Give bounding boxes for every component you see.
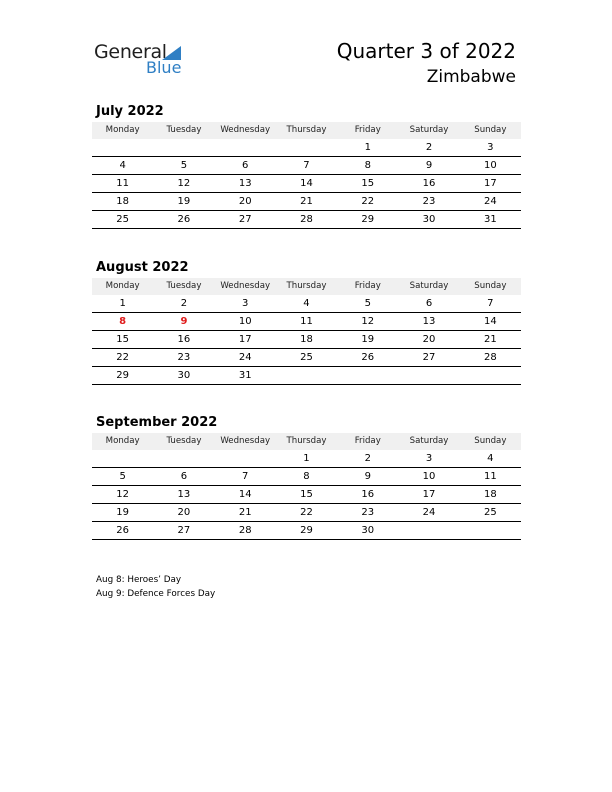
logo-blue-text: Blue [146, 58, 182, 77]
weekday-label: Sunday [474, 436, 507, 446]
week-row [92, 331, 521, 349]
weekday-label: Friday [354, 281, 381, 291]
day-cell: 22 [361, 196, 375, 207]
day-cell: 7 [303, 160, 310, 171]
weekday-label: Thursday [286, 125, 327, 135]
day-cell: 11 [116, 178, 129, 189]
day-cell: 4 [303, 298, 310, 309]
day-cell: 6 [242, 160, 249, 171]
week-row [92, 295, 521, 313]
day-cell: 28 [483, 352, 497, 363]
day-cell: 15 [116, 334, 129, 345]
week-row [92, 313, 521, 331]
weekday-header-row [92, 278, 521, 295]
weekday-label: Saturday [409, 436, 449, 446]
day-cell: 1 [303, 453, 310, 464]
week-row [92, 139, 521, 157]
day-cell: 1 [119, 298, 126, 309]
week-row [92, 211, 521, 229]
day-cell: 6 [180, 471, 188, 482]
day-cell: 28 [300, 214, 313, 225]
holiday-note: Aug 9: Defence Forces Day [96, 589, 216, 599]
day-cell: 10 [422, 471, 436, 482]
day-cell: 24 [238, 352, 252, 363]
day-cell: 22 [116, 352, 129, 363]
day-cell [460, 522, 521, 539]
day-cell: 25 [300, 352, 313, 363]
day-cell: 4 [119, 160, 126, 171]
week-row [92, 193, 521, 211]
day-cell: 5 [119, 471, 126, 482]
month-block-july [92, 102, 521, 229]
month-title: September 2022 [96, 415, 218, 430]
day-cell [337, 367, 398, 384]
day-cell: 30 [361, 525, 375, 536]
week-row [92, 486, 521, 504]
day-cell [398, 367, 459, 384]
day-cell: 18 [300, 334, 313, 345]
day-cell: 19 [177, 196, 191, 207]
day-cell: 12 [116, 489, 129, 500]
country-name: Zimbabwe [426, 67, 516, 87]
day-cell [92, 450, 153, 467]
day-cell: 17 [238, 334, 252, 345]
day-cell: 23 [177, 352, 191, 363]
weekday-label: Sunday [474, 125, 507, 135]
weekday-header-row [92, 122, 521, 139]
day-cell: 5 [180, 160, 188, 171]
day-cell: 30 [422, 214, 436, 225]
day-cell: 28 [238, 525, 252, 536]
day-cell: 8 [303, 471, 310, 482]
day-cell: 17 [422, 489, 436, 500]
day-cell: 12 [177, 178, 191, 189]
day-cell [460, 367, 521, 384]
weekday-label: Tuesday [166, 281, 202, 291]
day-cell: 16 [177, 334, 191, 345]
day-cell: 11 [300, 316, 313, 327]
day-cell: 30 [177, 370, 191, 381]
logo-general-text: General [94, 41, 167, 63]
weekday-label: Monday [105, 436, 140, 446]
day-cell: 29 [361, 214, 375, 225]
weekday-label: Wednesday [220, 436, 271, 446]
day-cell: 3 [487, 142, 494, 153]
week-row [92, 175, 521, 193]
day-cell: 27 [238, 214, 252, 225]
day-cell: 7 [242, 471, 249, 482]
weekday-label: Tuesday [166, 436, 202, 446]
day-cell [153, 450, 214, 467]
day-cell: 22 [300, 507, 313, 518]
weekday-label: Thursday [286, 281, 327, 291]
day-cell: 8 [364, 160, 371, 171]
day-cell: 5 [364, 298, 371, 309]
day-cell: 16 [361, 489, 375, 500]
day-cell: 14 [238, 489, 252, 500]
day-cell: 10 [483, 160, 497, 171]
day-cell: 29 [116, 370, 129, 381]
day-cell: 10 [238, 316, 252, 327]
week-row [92, 522, 521, 540]
weekday-label: Saturday [409, 125, 449, 135]
day-cell: 26 [116, 525, 129, 536]
day-cell: 3 [242, 298, 249, 309]
weekday-label: Saturday [409, 281, 449, 291]
day-cell: 11 [483, 471, 497, 482]
week-row [92, 349, 521, 367]
weekday-header-row [92, 433, 521, 450]
day-cell: 27 [177, 525, 191, 536]
day-cell: 25 [483, 507, 497, 518]
month-block-september [92, 413, 521, 540]
day-cell [153, 139, 214, 156]
day-cell: 12 [361, 316, 375, 327]
day-cell: 9 [364, 471, 371, 482]
day-cell: 23 [422, 196, 436, 207]
day-cell: 21 [238, 507, 252, 518]
day-cell: 17 [483, 178, 497, 189]
day-cell: 7 [487, 298, 494, 309]
day-cell [92, 139, 153, 156]
weekday-label: Monday [105, 281, 140, 291]
day-cell: 14 [300, 178, 313, 189]
day-cell: 25 [116, 214, 129, 225]
day-cell: 13 [238, 178, 252, 189]
day-cell: 18 [483, 489, 497, 500]
holiday-notes [96, 573, 215, 601]
day-cell: 3 [425, 453, 433, 464]
week-row [92, 157, 521, 175]
day-cell: 2 [425, 142, 433, 153]
weekday-label: Tuesday [166, 125, 202, 135]
day-cell: 19 [116, 507, 129, 518]
week-row [92, 367, 521, 385]
page-title: Quarter 3 of 2022 [336, 39, 516, 63]
day-cell: 27 [422, 352, 436, 363]
day-cell [398, 522, 459, 539]
day-cell: 6 [425, 298, 433, 309]
month-block-august [92, 258, 521, 385]
weekday-label: Monday [105, 125, 140, 135]
day-cell: 2 [180, 298, 188, 309]
week-row [92, 450, 521, 468]
week-row [92, 468, 521, 486]
weekday-label: Wednesday [220, 281, 271, 291]
weekday-label: Wednesday [220, 125, 271, 135]
holiday-day-cell: 9 [180, 316, 188, 327]
day-cell: 29 [300, 525, 313, 536]
day-cell: 4 [487, 453, 494, 464]
day-cell: 15 [300, 489, 313, 500]
day-cell: 1 [364, 142, 371, 153]
holiday-note: Aug 8: Heroes’ Day [96, 575, 182, 585]
day-cell: 24 [483, 196, 497, 207]
day-cell [215, 450, 276, 467]
day-cell: 26 [361, 352, 375, 363]
day-cell: 16 [422, 178, 436, 189]
day-cell: 9 [425, 160, 433, 171]
weekday-label: Sunday [474, 281, 507, 291]
month-title: July 2022 [96, 104, 164, 119]
day-cell: 26 [177, 214, 191, 225]
day-cell: 13 [422, 316, 436, 327]
weekday-label: Friday [354, 436, 381, 446]
weekday-label: Thursday [286, 436, 327, 446]
day-cell: 13 [177, 489, 191, 500]
day-cell: 23 [361, 507, 375, 518]
day-cell: 31 [238, 370, 252, 381]
day-cell: 2 [364, 453, 371, 464]
day-cell: 20 [422, 334, 436, 345]
day-cell: 14 [483, 316, 497, 327]
day-cell [276, 139, 337, 156]
day-cell: 20 [238, 196, 252, 207]
day-cell [276, 367, 337, 384]
day-cell: 21 [483, 334, 497, 345]
day-cell: 24 [422, 507, 436, 518]
day-cell [215, 139, 276, 156]
month-title: August 2022 [96, 260, 189, 275]
weekday-label: Friday [354, 125, 381, 135]
logo [94, 41, 194, 81]
week-row [92, 504, 521, 522]
day-cell: 20 [177, 507, 191, 518]
day-cell: 19 [361, 334, 375, 345]
day-cell: 21 [300, 196, 313, 207]
day-cell: 18 [116, 196, 129, 207]
day-cell: 31 [483, 214, 497, 225]
holiday-day-cell: 8 [119, 316, 127, 327]
day-cell: 15 [361, 178, 375, 189]
